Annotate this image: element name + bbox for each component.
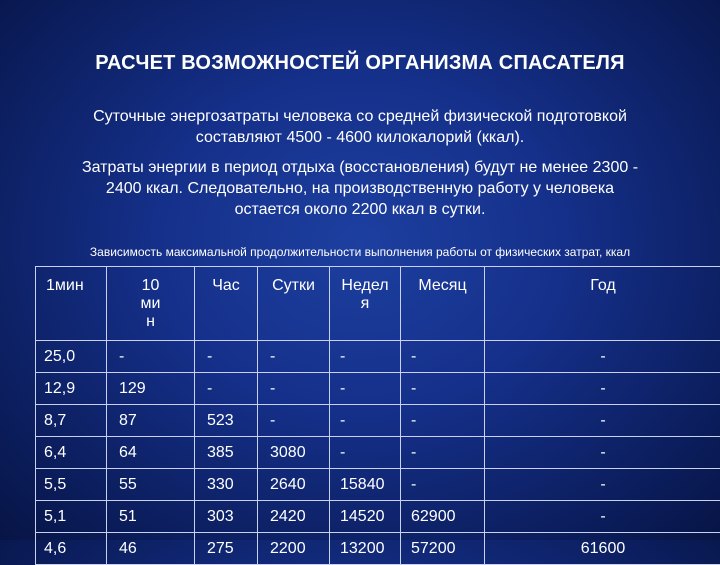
- table-cell: 61600: [485, 533, 720, 565]
- table-row: [36, 437, 720, 469]
- table-caption: Зависимость максимальной продолжительности выполнения работы от физических затрат, ккал: [0, 245, 720, 259]
- table-header-cell: [330, 267, 401, 341]
- table-cell: 51: [107, 501, 195, 533]
- table-cell: -: [485, 437, 720, 469]
- header-line: 1мин: [46, 277, 106, 295]
- table-cell: 55: [107, 469, 195, 501]
- table-cell: -: [401, 373, 485, 405]
- rest-paragraph: [30, 157, 690, 220]
- table-cell: -: [401, 469, 485, 501]
- table-cell: 14520: [330, 501, 401, 533]
- table-cell: -: [485, 341, 720, 373]
- table-cell: -: [485, 469, 720, 501]
- header-line: 10: [107, 277, 194, 295]
- table-cell: 303: [195, 501, 258, 533]
- table-cell: 3080: [258, 437, 330, 469]
- table-cell: 6,4: [36, 437, 107, 469]
- table-row: [36, 341, 720, 373]
- table-cell: -: [401, 341, 485, 373]
- table-cell: -: [330, 373, 401, 405]
- table-cell: -: [401, 437, 485, 469]
- table-cell: -: [195, 373, 258, 405]
- table-cell: 12,9: [36, 373, 107, 405]
- table-row: [36, 373, 720, 405]
- table-cell: -: [485, 501, 720, 533]
- table-cell: -: [258, 341, 330, 373]
- table-row: [36, 469, 720, 501]
- table-cell: 8,7: [36, 405, 107, 437]
- table-cell: 330: [195, 469, 258, 501]
- table-cell: 87: [107, 405, 195, 437]
- table-cell: 5,5: [36, 469, 107, 501]
- header-line: ми: [107, 295, 194, 313]
- table-header-row: [36, 267, 720, 341]
- table-cell: -: [485, 405, 720, 437]
- header-line: Час: [195, 277, 257, 295]
- table-cell: -: [485, 373, 720, 405]
- header-line: Сутки: [258, 277, 329, 295]
- table-cell: -: [195, 341, 258, 373]
- header-line: Год: [485, 277, 720, 295]
- table-cell: 46: [107, 533, 195, 565]
- table-header-cell: [258, 267, 330, 341]
- table-cell: 385: [195, 437, 258, 469]
- table-header-cell: [485, 267, 720, 341]
- table-cell: 2640: [258, 469, 330, 501]
- table-cell: 129: [107, 373, 195, 405]
- header-line: Месяц: [401, 277, 484, 295]
- table-cell: 57200: [401, 533, 485, 565]
- table-header-cell: [107, 267, 195, 341]
- table-cell: 13200: [330, 533, 401, 565]
- table-header-cell: [401, 267, 485, 341]
- paragraph-line: 2400 ккал. Следовательно, на производственную работу у человека: [30, 178, 690, 199]
- paragraph-line: Затраты энергии в период отдыха (восстановления) будут не менее 2300 -: [30, 157, 690, 178]
- table-cell: 4,6: [36, 533, 107, 565]
- table-cell: 2420: [258, 501, 330, 533]
- table-cell: -: [330, 437, 401, 469]
- table-cell: 62900: [401, 501, 485, 533]
- paragraph-line: Суточные энергозатраты человека со средней физической подготовкой: [30, 106, 690, 127]
- table-cell: -: [107, 341, 195, 373]
- table-cell: 15840: [330, 469, 401, 501]
- table-cell: -: [330, 341, 401, 373]
- table-cell: -: [258, 405, 330, 437]
- table-cell: 5,1: [36, 501, 107, 533]
- paragraph-line: составляют 4500 - 4600 килокалорий (ккал).: [30, 127, 690, 148]
- table-cell: 64: [107, 437, 195, 469]
- table-header-cell: [36, 267, 107, 341]
- header-line: н: [107, 313, 194, 331]
- paragraph-line: остается около 2200 ккал в сутки.: [30, 199, 690, 220]
- header-line: Недел: [330, 277, 400, 295]
- energy-paragraph: [30, 106, 690, 148]
- table-cell: 523: [195, 405, 258, 437]
- table-cell: -: [401, 405, 485, 437]
- table-cell: 25,0: [36, 341, 107, 373]
- table-cell: -: [258, 373, 330, 405]
- header-line: я: [330, 295, 400, 313]
- slide-title: РАСЧЕТ ВОЗМОЖНОСТЕЙ ОРГАНИЗМА СПАСАТЕЛЯ: [0, 52, 720, 75]
- table-row: [36, 501, 720, 533]
- table-row: [36, 533, 720, 565]
- table-row: [36, 405, 720, 437]
- table-header-cell: [195, 267, 258, 341]
- work-duration-table: [35, 266, 720, 565]
- table-cell: 2200: [258, 533, 330, 565]
- table-cell: 275: [195, 533, 258, 565]
- table-cell: -: [330, 405, 401, 437]
